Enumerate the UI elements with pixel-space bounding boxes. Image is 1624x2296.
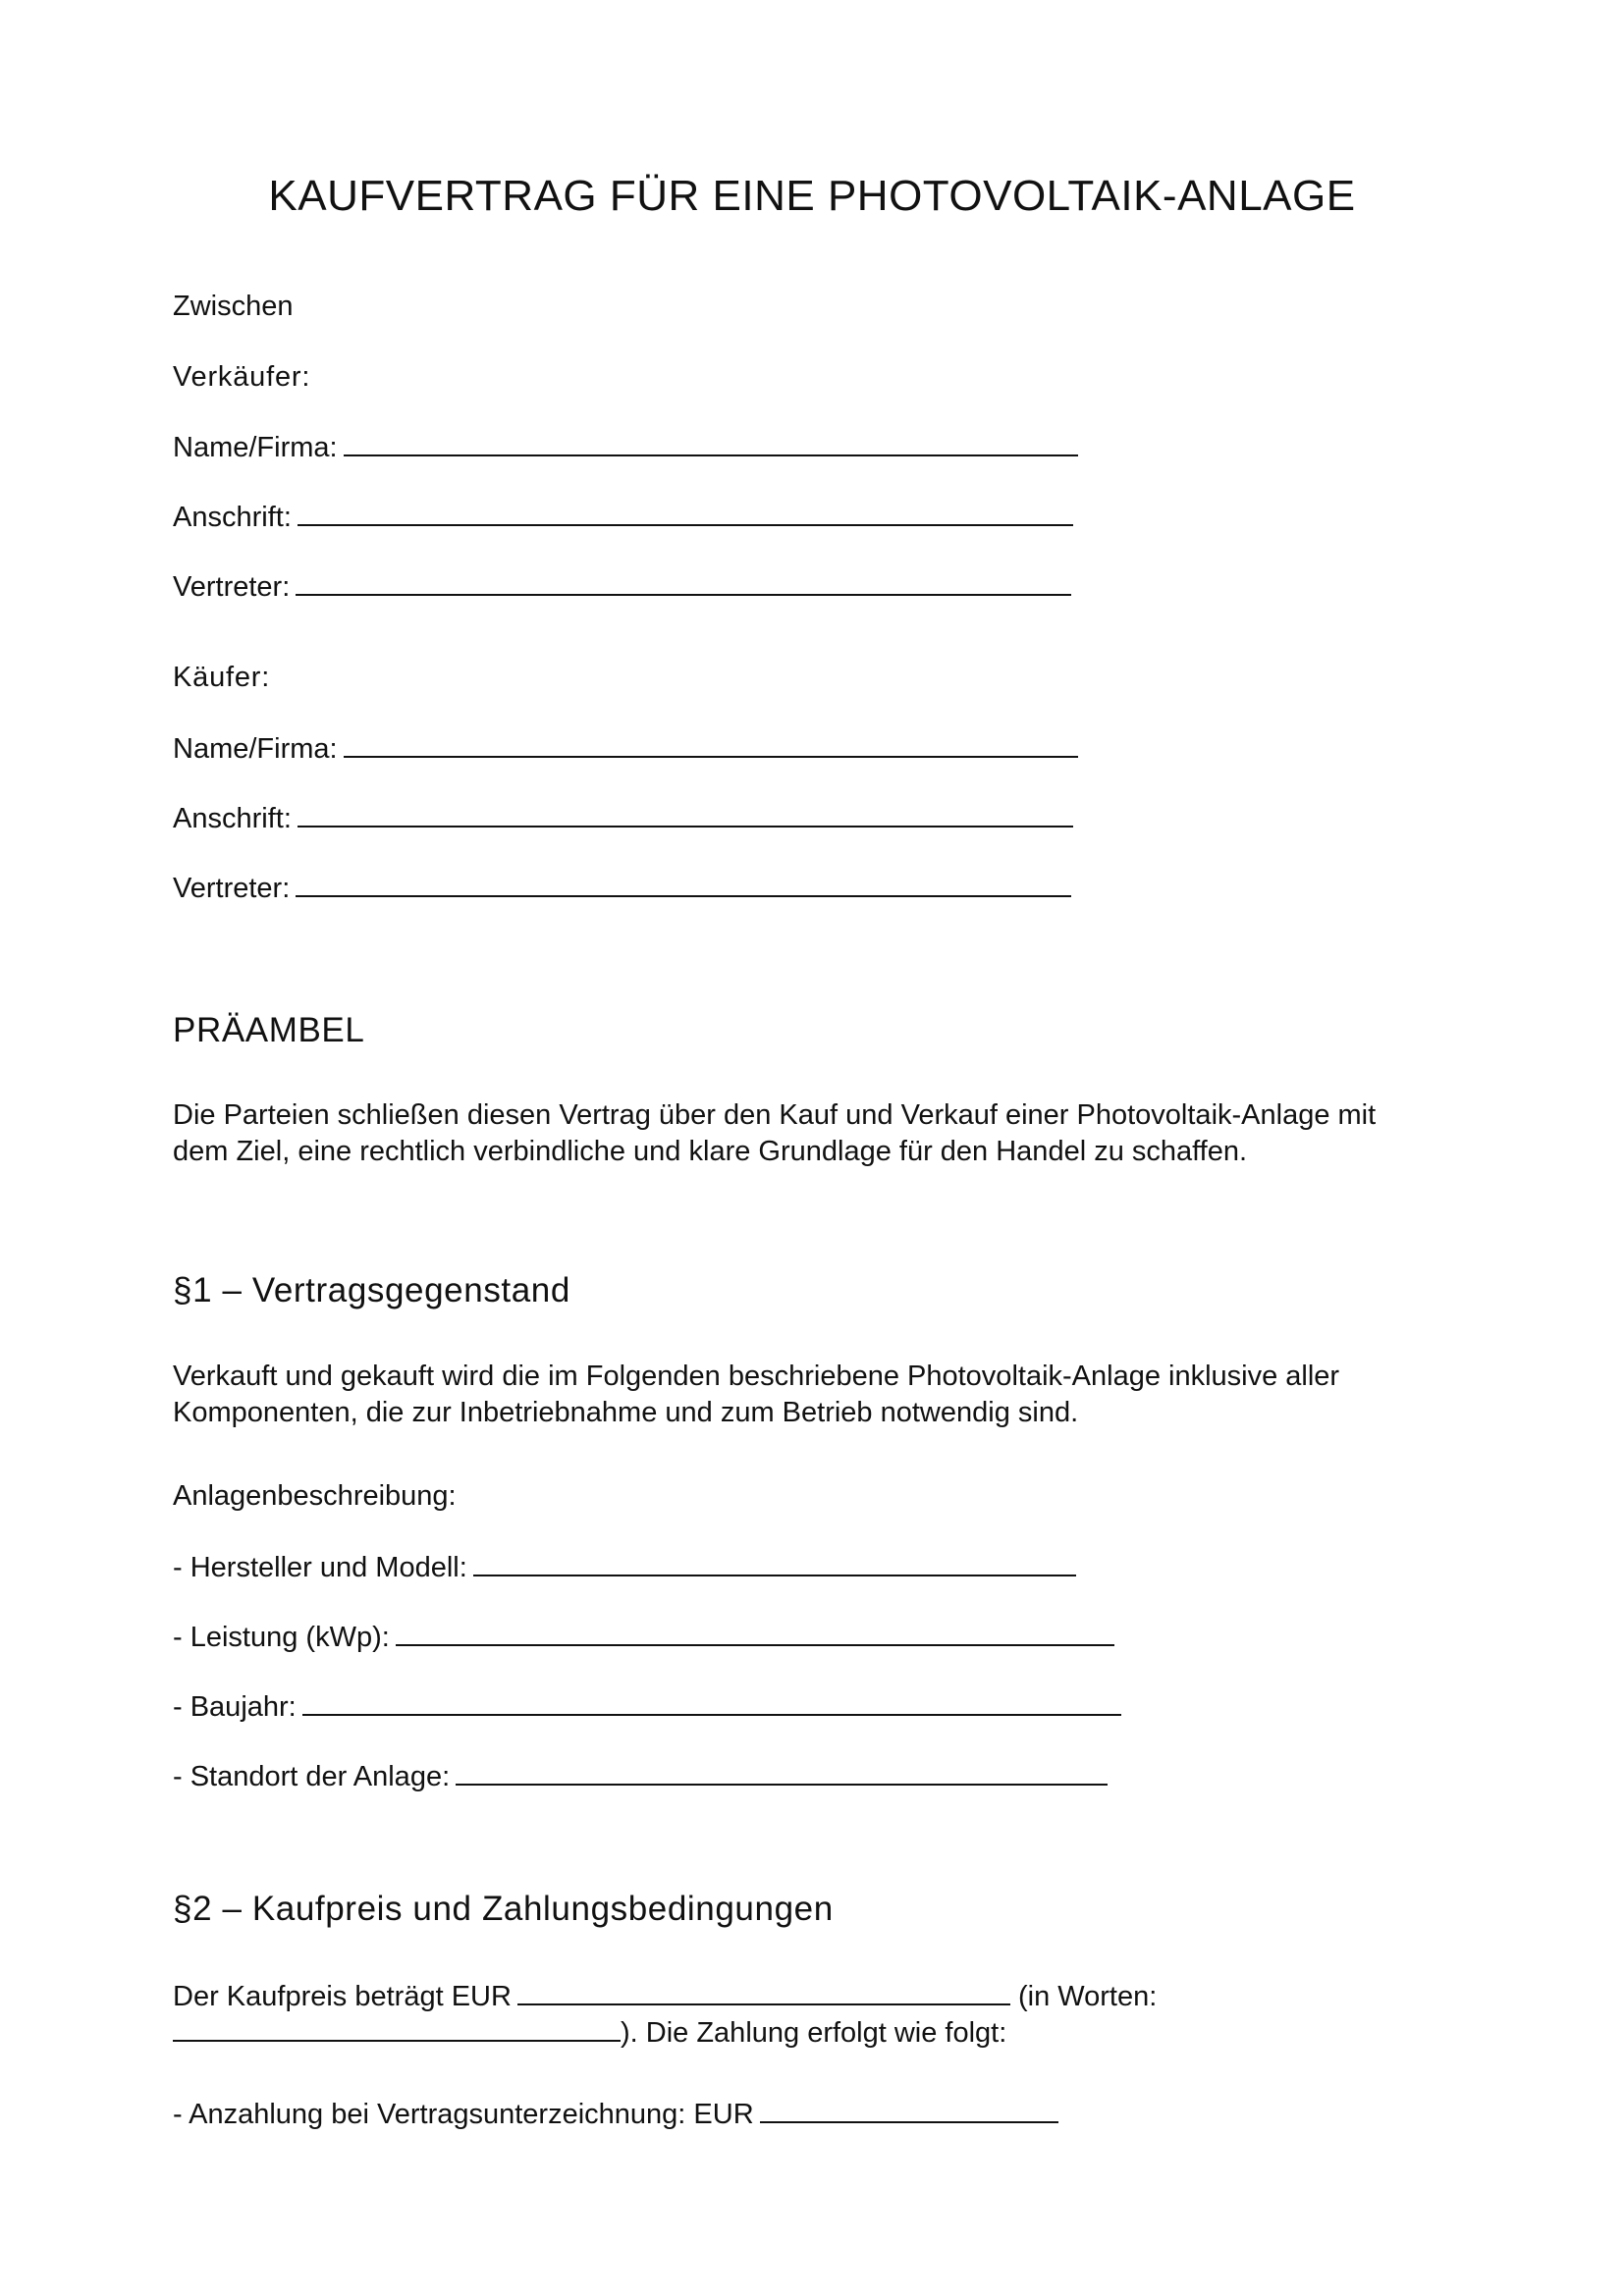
price-prefix: Der Kaufpreis beträgt EUR xyxy=(173,1981,512,2012)
buyer-representative-label: Vertreter: xyxy=(173,873,291,904)
seller-representative-row xyxy=(173,567,1071,605)
buyer-address-label: Anschrift: xyxy=(173,803,292,834)
seller-address-label: Anschrift: xyxy=(173,502,292,533)
location-row xyxy=(173,1757,1108,1794)
price-words-field[interactable] xyxy=(173,2013,621,2042)
power-field[interactable] xyxy=(396,1618,1114,1646)
seller-name-field[interactable] xyxy=(344,428,1078,456)
price-field[interactable] xyxy=(517,1977,1010,2005)
manufacturer-label: - Hersteller und Modell: xyxy=(173,1552,467,1583)
power-row xyxy=(173,1618,1114,1655)
preamble-line-2: dem Ziel, eine rechtlich verbindliche und klare Grundlage für den Handel zu schaffen. xyxy=(173,1136,1248,1167)
intro-text: Zwischen xyxy=(173,291,294,322)
deposit-row xyxy=(173,2095,1058,2132)
buyer-representative-field[interactable] xyxy=(296,869,1071,897)
manufacturer-field[interactable] xyxy=(473,1548,1076,1576)
section1-line-2: Komponenten, die zur Inbetriebnahme und zum Betrieb notwendig sind. xyxy=(173,1397,1079,1428)
year-label: - Baujahr: xyxy=(173,1691,297,1723)
buyer-address-field[interactable] xyxy=(298,799,1073,828)
deposit-field[interactable] xyxy=(760,2095,1058,2123)
seller-name-row xyxy=(173,428,1078,465)
year-row xyxy=(173,1687,1121,1725)
buyer-representative-row xyxy=(173,869,1071,906)
document-title: KAUFVERTRAG FÜR EINE PHOTOVOLTAIK-ANLAGE xyxy=(268,172,1356,220)
preamble-heading: PRÄAMBEL xyxy=(173,1011,365,1049)
section1-line-1: Verkauft und gekauft wird die im Folgenden beschriebene Photovoltaik-Anlage inklusive aller xyxy=(173,1361,1340,1392)
price-words-prefix: (in Worten: xyxy=(1018,1981,1158,2012)
manufacturer-row xyxy=(173,1548,1076,1585)
seller-representative-label: Vertreter: xyxy=(173,571,291,603)
seller-representative-field[interactable] xyxy=(296,567,1071,596)
deposit-label: - Anzahlung bei Vertragsunterzeichnung: EUR xyxy=(173,2099,754,2130)
section1-heading: §1 – Vertragsgegenstand xyxy=(173,1271,570,1309)
preamble-line-1: Die Parteien schließen diesen Vertrag über den Kauf und Verkauf einer Photovoltaik-Anlage mit xyxy=(173,1099,1377,1131)
location-label: - Standort der Anlage: xyxy=(173,1761,451,1792)
seller-name-label: Name/Firma: xyxy=(173,432,338,463)
section2-heading: §2 – Kaufpreis und Zahlungsbedingungen xyxy=(173,1890,834,1928)
location-field[interactable] xyxy=(456,1757,1108,1786)
buyer-label: Käufer: xyxy=(173,662,271,693)
price-words-suffix: ). Die Zahlung erfolgt wie folgt: xyxy=(621,2017,1007,2049)
buyer-name-field[interactable] xyxy=(344,729,1078,758)
buyer-address-row xyxy=(173,799,1073,836)
year-field[interactable] xyxy=(302,1687,1121,1716)
seller-address-field[interactable] xyxy=(298,498,1073,526)
description-label: Anlagenbeschreibung: xyxy=(173,1480,457,1512)
buyer-name-row xyxy=(173,729,1078,767)
power-label: - Leistung (kWp): xyxy=(173,1622,390,1653)
price-words-row xyxy=(173,2013,1006,2052)
seller-label: Verkäufer: xyxy=(173,361,311,393)
buyer-name-label: Name/Firma: xyxy=(173,733,338,765)
seller-address-row xyxy=(173,498,1073,535)
price-row xyxy=(173,1977,1157,2015)
